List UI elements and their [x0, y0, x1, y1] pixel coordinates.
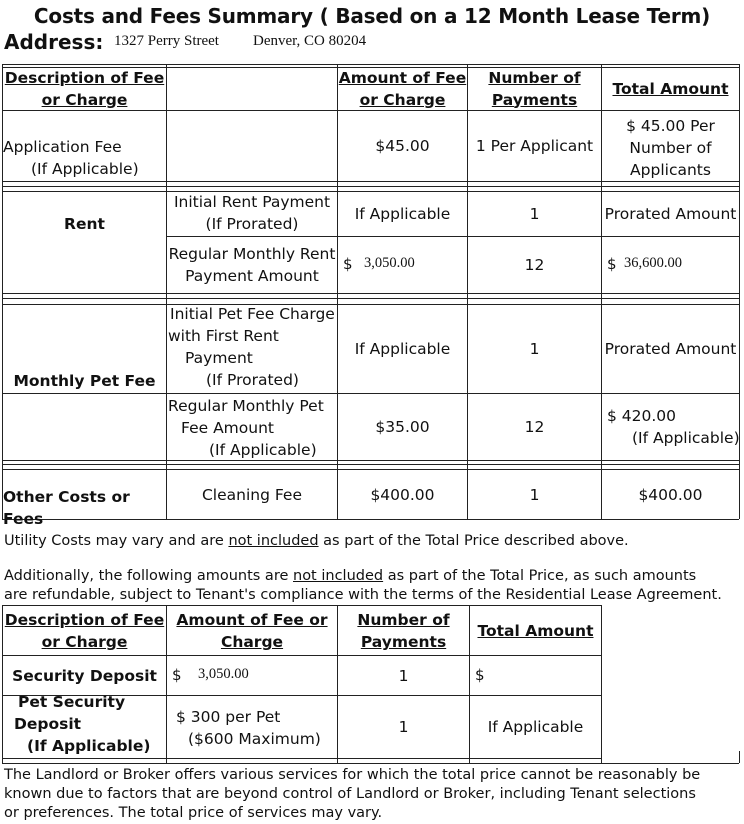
cleaning-fee-desc: Cleaning Fee	[201, 485, 303, 504]
header-amount: Amount of Fee or Charge	[338, 68, 467, 109]
rent-regular-total-currency: $	[607, 255, 617, 273]
t2-header-total: Total Amount	[477, 622, 594, 640]
pet-security-label-2: Deposit	[14, 715, 82, 733]
refundable-note: Additionally, the following amounts are not included as part of the Total Price, as such amounts	[4, 568, 697, 584]
t2-header-description: Description of Fee or Charge	[4, 611, 165, 651]
address-street: 1327 Perry Street	[114, 33, 219, 49]
pet-initial-desc-4: (If Prorated)	[206, 371, 299, 389]
pet-regular-total-2: (If Applicable)	[632, 429, 740, 447]
security-deposit-currency: $	[172, 666, 182, 684]
pet-initial-amount: If Applicable	[354, 340, 451, 358]
rent-initial-desc-2: (If Prorated)	[205, 215, 299, 233]
footer-line-1: The Landlord or Broker offers various services for which the total price cannot be reasonably be	[4, 767, 701, 783]
pet-initial-desc-1: Initial Pet Fee Charge	[170, 305, 335, 323]
pet-initial-payments: 1	[529, 340, 540, 358]
pet-security-label-1: Pet Security	[18, 693, 126, 711]
pet-security-amount-2: ($600 Maximum)	[188, 730, 321, 748]
application-total-2: Number of	[629, 139, 712, 157]
rent-regular-amount: 3,050.00	[364, 255, 415, 271]
rent-regular-currency: $	[343, 255, 353, 273]
rent-regular-total: 36,600.00	[624, 255, 682, 271]
rent-initial-payments: 1	[529, 205, 540, 223]
pet-security-payments: 1	[398, 718, 409, 736]
header-description: Description of Fee or Charge	[4, 68, 165, 109]
rent-regular-desc-2: Payment Amount	[185, 267, 319, 285]
application-note: (If Applicable)	[31, 160, 139, 178]
application-label: Application Fee	[3, 138, 122, 156]
application-total-1: $ 45.00 Per	[626, 117, 715, 135]
cleaning-fee-total: $400.00	[638, 485, 703, 504]
rent-initial-amount: If Applicable	[354, 205, 451, 223]
pet-regular-total-1: $ 420.00	[607, 407, 677, 425]
application-amount: $45.00	[375, 137, 430, 155]
pet-regular-desc-3: (If Applicable)	[209, 441, 317, 459]
security-deposit-payments: 1	[398, 666, 409, 685]
t2-header-amount: Amount of Fee or Charge	[176, 611, 328, 651]
pet-fee-label: Monthly Pet Fee	[13, 372, 156, 390]
application-total-3: Applicants	[630, 161, 711, 179]
cleaning-fee-amount: $400.00	[370, 485, 435, 504]
rent-initial-total: Prorated Amount	[604, 205, 737, 223]
page-title: Costs and Fees Summary ( Based on a 12 Month Lease Term)	[33, 4, 711, 28]
header-payments: Number of Payments	[488, 68, 581, 109]
footer-line-3: or preferences. The total price of services may vary.	[4, 805, 383, 821]
pet-initial-desc-2: with First Rent	[168, 327, 279, 345]
application-payments: 1 Per Applicant	[475, 137, 594, 155]
rent-regular-payments: 12	[524, 256, 545, 274]
security-deposit-total: $	[475, 666, 485, 684]
pet-regular-desc-1: Regular Monthly Pet	[168, 397, 324, 415]
pet-regular-payments: 12	[524, 418, 545, 436]
address-city: Denver, CO 80204	[253, 33, 367, 49]
security-deposit-amount: 3,050.00	[198, 666, 249, 682]
pet-initial-desc-3: Payment	[185, 349, 253, 367]
pet-regular-amount: $35.00	[375, 418, 430, 436]
security-deposit-label: Security Deposit	[12, 666, 157, 685]
pet-security-label-3: (If Applicable)	[27, 737, 151, 755]
utility-note: Utility Costs may vary and are not included as part of the Total Price described above.	[4, 533, 629, 549]
address-label: Address:	[4, 30, 104, 54]
rent-label: Rent	[64, 215, 105, 233]
footer-line-2: known due to factors that are beyond control of Landlord or Broker, including Tenant selections	[4, 786, 696, 802]
pet-initial-total: Prorated Amount	[604, 340, 737, 358]
refundable-note-line-2: are refundable, subject to Tenant's compliance with the terms of the Residential Lease Agreement.	[4, 587, 722, 603]
t2-header-payments: Number of Payments	[357, 611, 450, 651]
rent-initial-desc-1: Initial Rent Payment	[173, 193, 331, 211]
pet-security-amount-1: $ 300 per Pet	[176, 708, 281, 726]
pet-security-total: If Applicable	[487, 718, 584, 736]
header-total: Total Amount	[612, 79, 729, 98]
rent-regular-desc-1: Regular Monthly Rent	[168, 245, 336, 263]
cleaning-fee-payments: 1	[529, 485, 540, 504]
pet-regular-desc-2: Fee Amount	[181, 419, 274, 437]
other-costs-label: Other Costs or Fees	[3, 488, 130, 528]
